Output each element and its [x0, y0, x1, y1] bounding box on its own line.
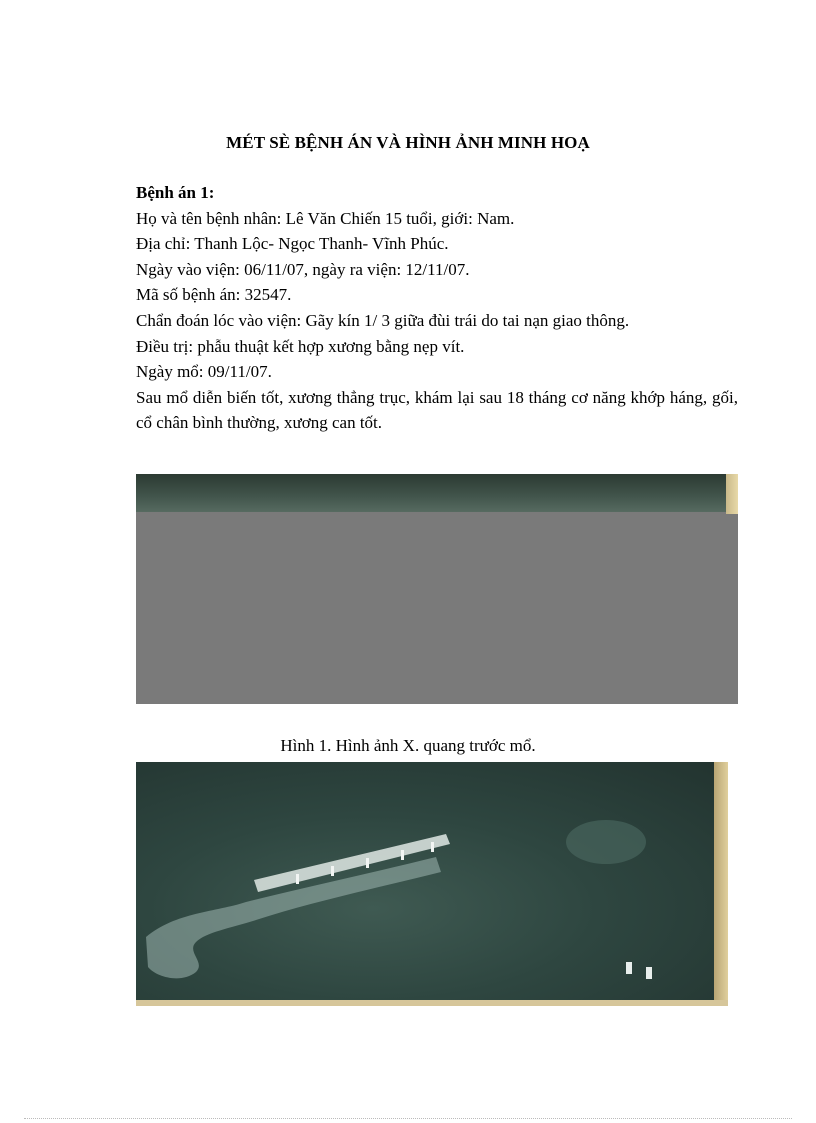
figure-1-caption: Hình 1. Hình ảnh X. quang trước mổ. [280, 736, 536, 755]
page-bottom-rule [24, 1118, 792, 1119]
film-marker [646, 967, 652, 979]
screw-mark [366, 858, 369, 868]
knee-blur [566, 820, 646, 864]
treatment-line: Điều trị: phẫu thuật kết hợp xương bằng nẹp vít. [136, 336, 465, 356]
record-number-line: Mã số bệnh án: 32547. [136, 285, 292, 305]
xray-film-top-band [136, 474, 738, 512]
xray-postop-image [136, 762, 728, 1006]
xray-film-edge [714, 762, 728, 1006]
xray-film-edge [726, 474, 738, 514]
screw-mark [331, 866, 334, 876]
surgery-date-line: Ngày mổ: 09/11/07. [136, 362, 272, 382]
patient-name-line: Họ và tên bệnh nhân: Lê Văn Chiến 15 tuổi, giới: Nam. [136, 208, 515, 228]
admission-dates-line: Ngày vào viện: 06/11/07, ngày ra viện: 12/11/07. [136, 259, 470, 279]
film-marker [626, 962, 632, 974]
case-heading: Bệnh án 1: [136, 183, 215, 202]
xray-film-edge [136, 1000, 728, 1006]
screw-mark [401, 850, 404, 860]
case-body [136, 180, 738, 436]
page-title: MÉT SÈ BỆNH ÁN VÀ HÌNH ẢNH MINH HOẠ [226, 133, 590, 152]
screw-mark [431, 842, 434, 852]
xray-postop-drawing [136, 762, 728, 1006]
outcome-paragraph: Sau mổ diễn biến tốt, xương thẳng trục, khám lại sau 18 tháng cơ năng khớp háng, gối, cổ chân bình thường, xương can tốt. [136, 387, 738, 433]
address-line: Địa chỉ: Thanh Lộc- Ngọc Thanh- Vĩnh Phúc. [136, 234, 449, 254]
screw-mark [296, 874, 299, 884]
xray-preop-image [136, 474, 738, 704]
diagnosis-line: Chẩn đoán lóc vào viện: Gãy kín 1/ 3 giữa đùi trái do tai nạn giao thông. [136, 310, 630, 330]
